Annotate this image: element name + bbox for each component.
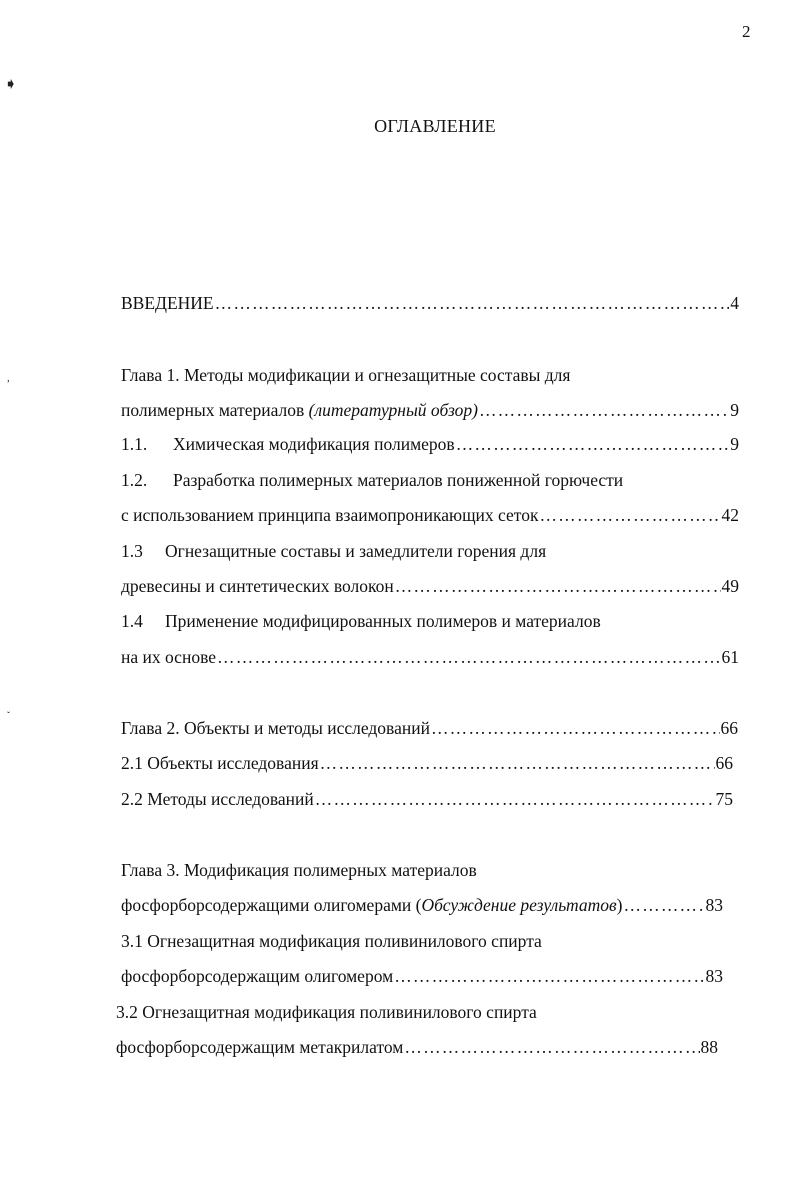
toc-entry-label: 1.1. Химическая модификация полимеров: [121, 434, 455, 454]
toc-entry-3-2[interactable]: [116, 1036, 718, 1058]
page-number: 2: [742, 22, 751, 41]
toc-entry-label: с использованием принципа взаимопроникающих сеток: [121, 505, 539, 525]
toc-entry-1-2[interactable]: [121, 504, 739, 526]
dot-leader: [394, 965, 704, 987]
toc-entry-1-2-title: 1.2. Разработка полимерных материалов пониженной горючести: [121, 470, 624, 490]
dot-leader: [539, 504, 720, 526]
page-title: ОГЛАВЛЕНИЕ: [374, 116, 496, 136]
scan-mark-arrow-icon: ➧: [4, 76, 18, 93]
toc-page-number: 83: [705, 895, 723, 915]
dot-leader: [215, 292, 730, 314]
scan-mark: ˇ: [7, 710, 10, 720]
toc-entry-label: древесины и синтетических волокон: [121, 576, 394, 596]
toc-entry-1-1[interactable]: [121, 433, 739, 455]
dot-leader: [217, 646, 721, 668]
toc-page-number: 42: [721, 505, 739, 525]
toc-entry-chapter-1[interactable]: [121, 399, 739, 421]
toc-chapter-1-title: Глава 1. Методы модификации и огнезащитные составы для: [121, 365, 571, 385]
toc-entry-label: ВВЕДЕНИЕ: [121, 293, 214, 313]
toc-entry-label: полимерных материалов (литературный обзор): [121, 400, 478, 420]
dot-leader: [431, 717, 720, 739]
toc-entry-chapter-3[interactable]: [121, 894, 723, 916]
dot-leader: [315, 788, 715, 810]
toc-page-number: 9: [730, 400, 739, 420]
scan-mark: ,: [7, 372, 10, 384]
toc-entry-label: 2.1 Объекты исследования: [121, 753, 319, 773]
toc-page-number: 61: [721, 647, 739, 667]
toc-entry-3-2-title: 3.2 Огнезащитная модификация поливинилового спирта: [116, 1002, 537, 1022]
toc-entry-2-2[interactable]: [121, 788, 733, 810]
toc-page-number: 88: [700, 1037, 718, 1057]
toc-page-number: 9: [730, 434, 739, 454]
dot-leader: [320, 752, 715, 774]
toc-entry-label: фосфорборсодержащим метакрилатом: [116, 1037, 404, 1057]
toc-entry-1-4-title: 1.4 Применение модифицированных полимеров и материалов: [121, 611, 601, 631]
toc-entry-3-1[interactable]: [121, 965, 723, 987]
dot-leader: [404, 1036, 699, 1058]
toc-entry-label: фосфорборсодержащими олигомерами (Обсуждение результатов): [121, 895, 623, 915]
toc-entry-1-4[interactable]: [121, 646, 739, 668]
toc-entry-label: на их основе: [121, 647, 216, 667]
toc-page-number: 4: [730, 293, 739, 313]
toc-entry-chapter-2[interactable]: [121, 717, 738, 739]
toc-page-number: 83: [705, 966, 723, 986]
toc-entry-3-1-title: 3.1 Огнезащитная модификация поливинилового спирта: [121, 931, 542, 951]
toc-entry-2-1[interactable]: [121, 752, 733, 774]
toc-page-number: 66: [720, 718, 738, 738]
toc-page-number: 75: [715, 789, 733, 809]
dot-leader: [395, 575, 721, 597]
dot-leader: [479, 399, 729, 421]
toc-entry-label: фосфорборсодержащим олигомером: [121, 966, 394, 986]
toc-entry-1-3[interactable]: [121, 575, 739, 597]
dot-leader: [456, 433, 730, 455]
toc-page-number: 66: [715, 753, 733, 773]
toc-chapter-3-title: Глава 3. Модификация полимерных материалов: [121, 860, 477, 880]
toc-page-number: 49: [721, 576, 739, 596]
toc-entry-1-3-title: 1.3 Огнезащитные составы и замедлители горения для: [121, 541, 547, 561]
toc-entry-label: Глава 2. Объекты и методы исследований: [121, 718, 430, 738]
toc-entry-label: 2.2 Методы исследований: [121, 789, 314, 809]
dot-leader: [623, 894, 704, 916]
toc-entry-intro[interactable]: [121, 292, 739, 314]
